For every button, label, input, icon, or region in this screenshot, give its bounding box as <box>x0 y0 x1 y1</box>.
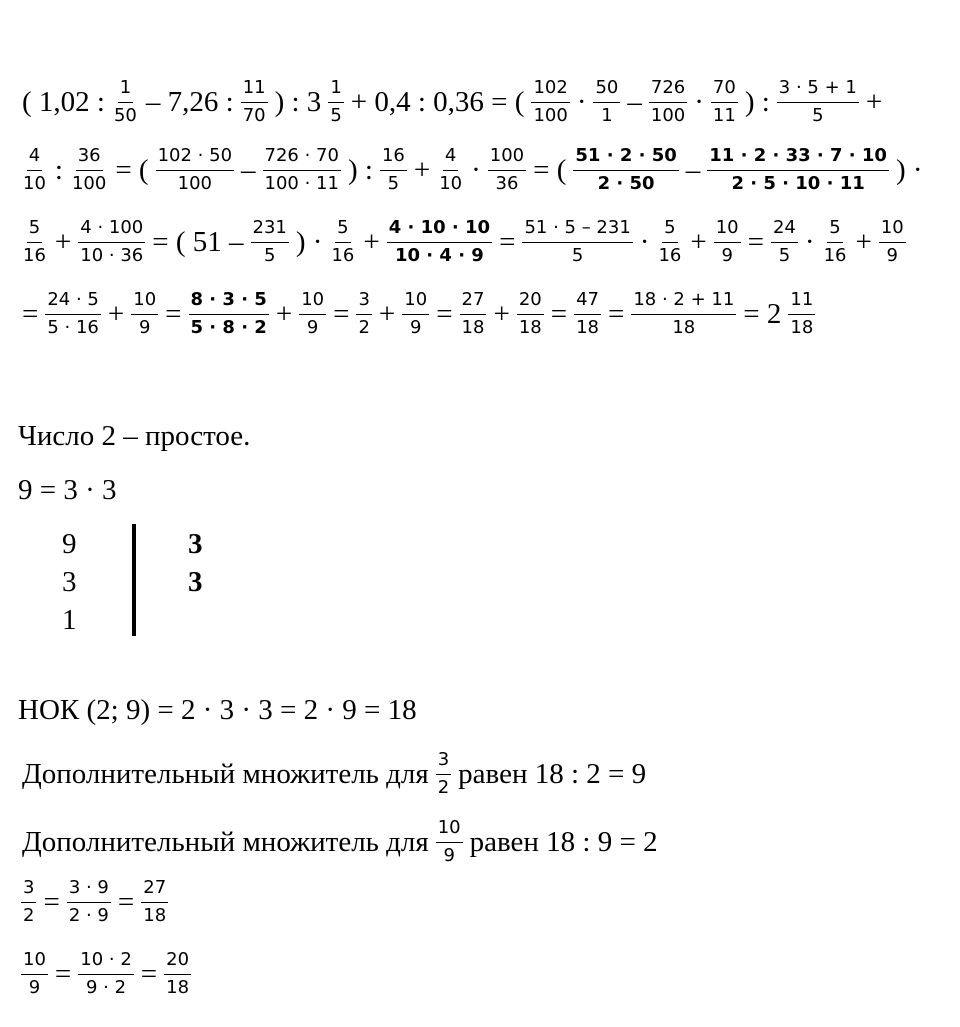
fraction: $\frac{50}{1}$ <box>595 77 619 126</box>
fraction: $\frac{4 \cdot 100}{10 \cdot 36}$ <box>80 217 144 266</box>
fraction: $\frac{5}{16}$ <box>823 217 847 266</box>
fraction: $\frac{10}{9}$ <box>23 949 46 998</box>
fraction: $\frac{20}{18}$ <box>518 289 542 338</box>
fraction: $\frac{726 \cdot 70}{100 \cdot 11}$ <box>264 145 339 194</box>
fraction: $\frac{70}{11}$ <box>712 77 736 126</box>
fraction: $\frac{10}{9}$ <box>715 217 739 266</box>
fraction: $\frac{8 \cdot 3 \cdot 5}{5 \cdot 8 \cdot 2}$ <box>190 289 267 338</box>
fraction: $\frac{3 \cdot 9}{2 \cdot 9}$ <box>68 877 109 926</box>
fraction: $\frac{36}{100}$ <box>71 145 107 194</box>
prime-statement: Число 2 – простое. <box>18 420 251 452</box>
factor-right: 3 <box>188 528 203 560</box>
multiplier-line-1: Дополнительный множитель для $\frac{3}{2}$ равен 18 : 2 = 9 <box>22 749 647 798</box>
fraction: $\frac{10}{9}$ <box>301 289 325 338</box>
fraction: $\frac{231}{5}$ <box>252 217 287 266</box>
math-line-3: $\frac{5}{16}$ + $\frac{4 \cdot 100}{10 \cdot 36}$ = ( 51 – $\frac{231}{5}$ ) · $\frac{5}{16}$ + $\frac{4 \cdot 10 \cdot 10}{10 \cdot 4 \cdot 9}$ = $\frac{51 \cdot 5 - 231}{5}$ · $\frac{5}{16}$ + $\frac{10}{9}$ = $\frac{24}{5}$ · $\frac{5}{16}$ + $\frac{10}{9}$ <box>23 217 904 266</box>
fraction: $\frac{51 \cdot 2 \cdot 50}{2 \cdot 50}$ <box>575 145 677 194</box>
lcm-statement: НОК (2; 9) = 2 · 3 · 3 = 2 · 9 = 18 <box>18 694 417 726</box>
fraction: $\frac{3}{2}$ <box>437 749 450 798</box>
expansion-line-2: $\frac{10}{9}$ = $\frac{10 \cdot 2}{9 \cdot 2}$ = $\frac{20}{18}$ <box>23 949 190 998</box>
fraction: $\frac{18 \cdot 2 + 11}{18}$ <box>633 289 735 338</box>
fraction: $\frac{102 \cdot 50}{100}$ <box>157 145 233 194</box>
math-line-1: ( 1,02 : $\frac{1}{50}$ – 7,26 : $\frac{11}{70}$ ) : 3 $\frac{1}{5}$ + 0,4 : 0,36 = ( $\frac{102}{100}$ · $\frac{50}{1}$ – $\frac{726}{100}$ · $\frac{70}{11}$ ) : $\frac{3 \cdot 5 + 1}{5}$ + <box>22 77 883 126</box>
fraction: $\frac{3}{2}$ <box>23 877 35 926</box>
math-line-2: $\frac{4}{10}$ : $\frac{36}{100}$ = ( $\frac{102 \cdot 50}{100}$ – $\frac{726 \cdot 70}{100 \cdot 11}$ ) : $\frac{16}{5}$ + $\frac{4}{10}$ · $\frac{100}{36}$ = ( $\frac{51 \cdot 2 \cdot 50}{2 \cdot 50}$ – $\frac{11 \cdot 2 \cdot 33 \cdot 7 \cdot 10}{2 \cdot 5 \cdot 10 \cdot 11}$ ) · <box>23 145 923 194</box>
fraction: $\frac{10}{9}$ <box>437 817 461 866</box>
fraction: $\frac{24}{5}$ <box>772 217 796 266</box>
fraction: $\frac{4 \cdot 10 \cdot 10}{10 \cdot 4 \cdot 9}$ <box>388 217 491 266</box>
fraction: $\frac{1}{50}$ <box>113 77 137 126</box>
fraction: $\frac{27}{18}$ <box>461 289 485 338</box>
fraction: $\frac{11 \cdot 2 \cdot 33 \cdot 7 \cdot 10}{2 \cdot 5 \cdot 10 \cdot 11}$ <box>709 145 887 194</box>
fraction: $\frac{11}{18}$ <box>790 289 814 338</box>
fraction: $\frac{1}{5}$ <box>330 77 342 126</box>
fraction: $\frac{10}{9}$ <box>880 217 904 266</box>
fraction: $\frac{5}{16}$ <box>658 217 682 266</box>
fraction: $\frac{4}{10}$ <box>23 145 46 194</box>
fraction: $\frac{20}{18}$ <box>166 949 190 998</box>
fraction: $\frac{726}{100}$ <box>650 77 686 126</box>
fraction: $\frac{5}{16}$ <box>331 217 355 266</box>
fraction: $\frac{51 \cdot 5 - 231}{5}$ <box>524 217 631 266</box>
fraction: $\frac{16}{5}$ <box>381 145 405 194</box>
factor-divider <box>132 524 136 636</box>
multiplier-line-2: Дополнительный множитель для $\frac{10}{9}$ равен 18 : 9 = 2 <box>22 817 658 866</box>
math-line-4: = $\frac{24 \cdot 5}{5 \cdot 16}$ + $\frac{10}{9}$ = $\frac{8 \cdot 3 \cdot 5}{5 \cdot 8 \cdot 2}$ + $\frac{10}{9}$ = $\frac{3}{2}$ + $\frac{10}{9}$ = $\frac{27}{18}$ + $\frac{20}{18}$ = $\frac{47}{18}$ = $\frac{18 \cdot 2 + 11}{18}$ = 2 $\frac{11}{18}$ <box>22 289 814 338</box>
fraction: $\frac{4}{10}$ <box>439 145 463 194</box>
fraction: $\frac{10 \cdot 2}{9 \cdot 2}$ <box>80 949 132 998</box>
expansion-line-1: $\frac{3}{2}$ = $\frac{3 \cdot 9}{2 \cdot 9}$ = $\frac{27}{18}$ <box>23 877 167 926</box>
fraction: $\frac{11}{70}$ <box>242 77 266 126</box>
fraction: $\frac{5}{16}$ <box>23 217 46 266</box>
fraction: $\frac{100}{36}$ <box>489 145 525 194</box>
fraction: $\frac{10}{9}$ <box>404 289 428 338</box>
nine-factorization: 9 = 3 · 3 <box>18 474 117 506</box>
factor-right: 3 <box>188 566 203 598</box>
fraction: $\frac{47}{18}$ <box>576 289 599 338</box>
fraction: $\frac{10}{9}$ <box>133 289 157 338</box>
fraction: $\frac{3 \cdot 5 + 1}{5}$ <box>778 77 857 126</box>
fraction: $\frac{27}{18}$ <box>143 877 167 926</box>
factor-left: 1 <box>62 604 77 636</box>
factor-left: 3 <box>62 566 77 598</box>
fraction: $\frac{24 \cdot 5}{5 \cdot 16}$ <box>47 289 99 338</box>
factor-left: 9 <box>62 528 77 560</box>
fraction: $\frac{102}{100}$ <box>533 77 568 126</box>
fraction: $\frac{3}{2}$ <box>358 289 370 338</box>
